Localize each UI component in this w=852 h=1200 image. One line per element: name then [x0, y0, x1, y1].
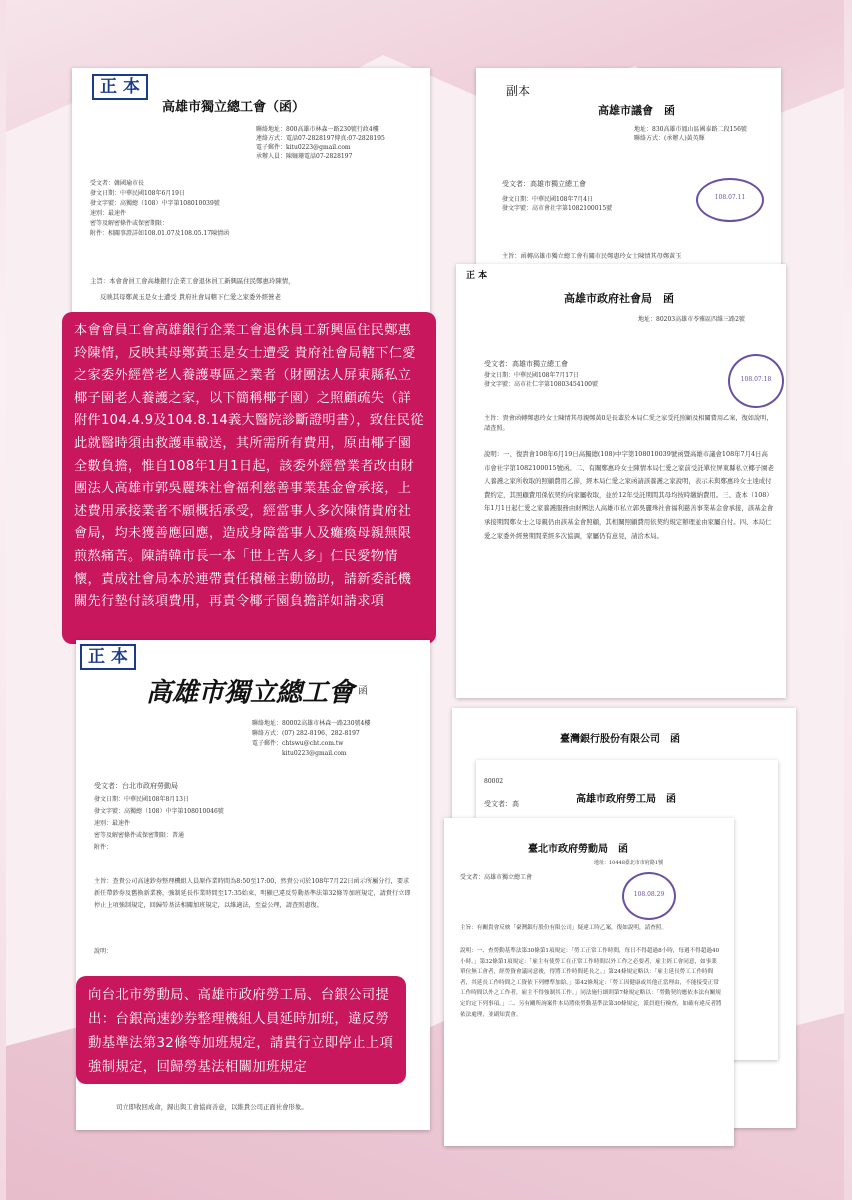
title-suffix: 函 [358, 686, 368, 697]
subject-line: 主旨：本會會員工會高雄銀行企業工會退休員工新興區住民鄭惠玲陳情， [90, 277, 295, 285]
document-social-bureau [456, 264, 786, 698]
document-title: 高雄市政府勞工局 函 [576, 794, 676, 805]
subject-line: 反映其母鄭黃玉是女士遭受 貴府社會局轄下仁愛之家委外經營老 [100, 293, 281, 301]
original-stamp: 正 本 [80, 644, 136, 670]
header-line: 聯絡地址：800高雄市林森一路230號行政4樓 [256, 126, 379, 133]
subject-line: 主旨：函轉高雄市獨立總工會有關市民鄭惠玲女士陳情其母鄭黃玉 [502, 253, 682, 260]
document-title: 臺灣銀行股份有限公司 函 [560, 734, 680, 745]
document-council-copy [476, 68, 781, 268]
issue-date: 發文日期：中華民國108年7月17日 [484, 372, 579, 379]
document-union-letter-1 [72, 68, 430, 336]
recipient: 受文者：韓國瑜市長 [90, 180, 145, 187]
subject: 主旨：有關貴會反映「臺灣銀行股份有限公司」疑違工時乙案，復如說明，請查照。 [460, 925, 667, 931]
issue-date: 發文日期：中華民國108年8月13日 [94, 796, 189, 803]
recipient: 受文者：高雄市獨立總工會 [460, 874, 533, 881]
document-title: 臺北市政府勞動局 函 [528, 844, 628, 855]
subject: 主旨：查貴公司高速鈔券整理機組人員原作業時間為8:50至17:00，然貴公司於108年7月22日函示所屬分行，要求新任帶鈔券及舊換新業務，強制延長作業時間至17:35始束，明顯已違反勞動基準法第32條等加班規定，請貴行立即停止上項強制規定，回歸勞基法相關加班規定，以維適法，至益公理，請查照惠復。 [94, 878, 411, 909]
footer-line: 司立即收回成命，歸出與工會協商善意，以維貴公司正面社會形象。 [116, 1103, 308, 1111]
header-line: 承辦人員：陳姍珊電話07-2828197 [256, 153, 353, 160]
document-number: 發文字號：高獨總（108）中字第108010046號 [94, 808, 224, 815]
secrecy-level: 密等及解密條件或保密期限： [90, 220, 169, 227]
header-line: 電子郵件：kitu0223@gmail.com [256, 144, 351, 151]
address: 地址：830高雄市鳳山區國泰路二段156號 [634, 126, 747, 133]
stamp-date: 108.07.11 [714, 194, 746, 201]
subject: 主旨：貴會函轉鄭惠玲女士陳情其母親鄭黃0是長輩於本局仁愛之家受托照顧及相關費用乙案，復如說明，請查照。 [484, 415, 773, 432]
document-number: 發文字號：高獨總（108）中字第108010039號 [90, 200, 220, 207]
highlight-callout-overtime: 向台北市勞動局、高雄市政府勞工局、台銀公司提出：台銀高速鈔券整理機組人員延時加班，違反勞動基準法第32條等加班規定，請貴行立即停止上項強制規定，回歸勞基法相關加班規定 [76, 976, 406, 1084]
recipient: 受文者：高雄市獨立總工會 [484, 360, 568, 368]
document-number: 發文字號：高市會社字第1082100015號 [502, 205, 613, 212]
header-line: 連絡方式：電話07-2828197傳真:07-2828195 [256, 135, 385, 142]
address: 地址：10448臺北市市府路1號 [594, 860, 664, 866]
explanation-body: 說明：一、查勞動基準法第30條第1項規定：「勞工正常工作時間，每日不得超過8小時，每週不得超過40小時。」第32條第1項規定：「雇主有使勞工在正常工作時間以外工作之必要者，雇主經工會同意，如事業單位無工會者，經勞資會議同意後，得將工作時間延長之。」第24條規定略以：「雇主延長勞工工作時間者，其延長工作時間之工資依下列標準加給。」第42條規定：「勞工因健康或其他正當理由，不能接受正常工作時間以外之工作者，雇主不得強制其工作。」同法施行細則第7條規定略以：「勞動契約應依本法有關規定約定下列事項。」二、另有關所詢案件本局將依勞動基準法第30條規定，派員進行檢查，如確有違反者將依法處理，並副知貴會。 [460, 948, 722, 1018]
original-stamp: 正 本 [92, 74, 148, 100]
stamp-date: 108.07.18 [740, 376, 772, 383]
header-line: 電子郵件：chtswu@cht.com.tw [252, 740, 344, 747]
recipient: 受文者：台北市政府勞動局 [94, 782, 178, 790]
document-number: 發文字號：高市社仁字第10803454100號 [484, 381, 598, 388]
document-title: 高雄市議會 函 [598, 104, 675, 117]
stamp-date: 108.08.29 [633, 891, 665, 898]
copy-label: 副本 [506, 84, 531, 98]
document-taipei-labor-bureau [444, 818, 734, 1146]
contact: 聯絡方式：(承辦人)黃英輝 [634, 135, 705, 142]
issue-date: 發文日期：中華民國108年7月4日 [502, 196, 594, 203]
attachment: 附件： [94, 844, 113, 851]
document-title: 高雄市獨立總工會（函） [162, 100, 306, 115]
header-line: 聯絡方式：(07) 282-8196、282-8197 [252, 730, 360, 737]
original-label: 正 本 [466, 271, 488, 281]
secrecy-level: 密等及解密條件或保密期限：普通 [94, 832, 185, 839]
postal-code: 80002 [484, 778, 504, 785]
explanation-body: 說明：一、復貴會108年6月19日高獨總(108)中字第108010039號函暨高雄市議會108年7月4日高市會社字第1082100015號函。二、有關鄭惠玲女士陳情本局仁愛之家前受託單位屏東縣私立椰子園老人養護之家所收取的照顧費用乙節，經本局仁愛之家函請該養護之家說明，表示未與鄭惠玲女士達成付費約定，其照顧費用係依契約向家屬收取，並於12年受託期間其母均按時繳納費用。三、查本（108）年1月1日起仁愛之家養護服務由財團法人高雄市私立郭吳麗珠社會福利慈善事業基金會承接，該基金會承接期間鄭女士之母親仍由該基金會照顧，其相關照顧費用依契約規定辦理並由家屬自付。四、本局仁愛之家委外經營期間業經多次協調，家屬仍有意見，請洽本局。 [484, 450, 774, 540]
received-date-stamp [696, 178, 764, 222]
recipient: 受文者：高雄市獨立總工會 [502, 180, 586, 188]
document-title: 高雄市政府社會局 函 [564, 292, 674, 305]
speed-class: 速別：最速件 [94, 820, 131, 827]
explanation-label: 說明： [94, 948, 113, 955]
issue-date: 發文日期：中華民國108年6月19日 [90, 190, 185, 197]
header-line: 聯絡地址：80002高雄市林森一路230號4樓 [252, 720, 371, 727]
document-title: 高雄市獨立總工會 [146, 678, 355, 708]
speed-class: 速別：最速件 [90, 210, 127, 217]
header-line: kitu0223@gmail.com [282, 750, 347, 757]
highlight-callout-petition: 本會會員工會高雄銀行企業工會退休員工新興區住民鄭惠玲陳情，反映其母鄭黃玉是女士遭受 貴府社會局轄下仁愛之家委外經營老人養護專區之業者（財團法人屏東縣私立椰子園老人養護之家，以下簡稱椰子園）之照顧疏失（詳附件104.4.9及104.8.14義大醫院診斷證明書），致住民從此就醫時須由救護車載送，其所需所有費用，原由椰子園全數負擔，惟自108年1月1日起，該委外經營業者改由財團法人高雄市郭吳麗珠社會福利慈善事業基金會承接，上述費用承接業者不願概括承受，經當事人多次陳情貴府社會局，均未獲善應回應，造成身障當事人及癱瘓母親無限煎熬痛苦。陳請韓市長一本「世上苦人多」仁民愛物情懷，責成社會局本於連帶責任積極主動協助，請新委託機關先行墊付該項費用，再責令椰子園負擔詳如請求項 [62, 312, 436, 644]
attachment: 附件：相關事證詳如108.01.07及108.05.17陳情函 [90, 230, 230, 237]
received-date-stamp [728, 354, 784, 408]
address: 地址：80203高雄市苓雅區四維三路2號 [638, 316, 745, 323]
received-date-stamp [622, 872, 676, 920]
recipient: 受文者：高 [484, 800, 519, 808]
